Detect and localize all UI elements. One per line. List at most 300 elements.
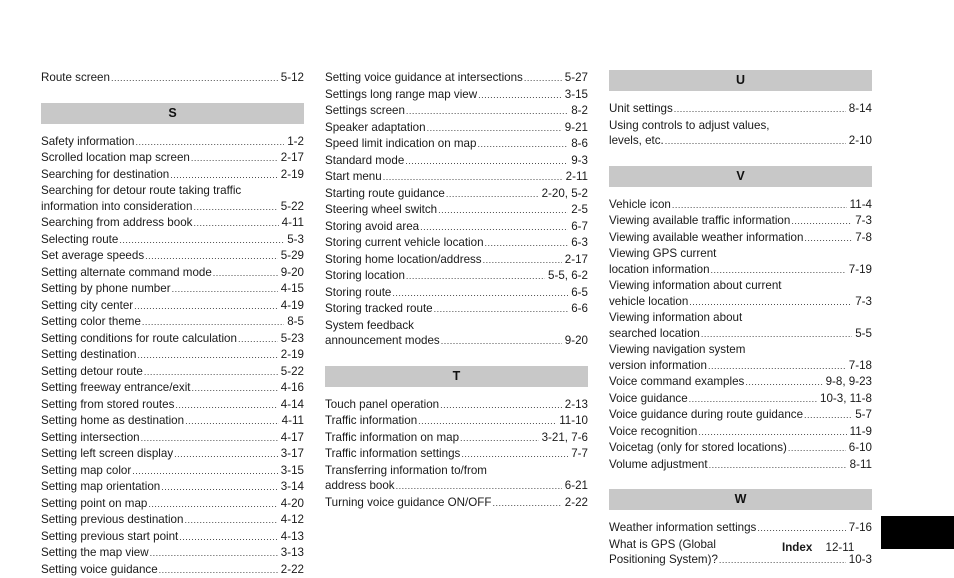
entry-row [609, 197, 872, 214]
entry-page-ref: 5-7 [855, 407, 872, 423]
index-entry [325, 186, 588, 203]
entry-page-ref: 3-17 [281, 446, 304, 462]
dot-leader [179, 530, 278, 546]
entry-page-ref: 8-5 [287, 314, 304, 330]
entry-row [609, 262, 872, 279]
entry-text: Setting the map view [41, 545, 149, 561]
entry-text: Standard mode [325, 153, 404, 169]
dot-leader [392, 286, 568, 302]
entry-page-ref: 5-29 [281, 248, 304, 264]
entry-text: Storing location [325, 268, 405, 284]
entry-text: location information [609, 262, 710, 278]
entry-row [325, 235, 588, 252]
dot-leader [192, 381, 278, 397]
index-entry [609, 374, 872, 391]
section-spacer [41, 124, 304, 134]
entry-row [609, 101, 872, 118]
dot-leader [701, 327, 852, 343]
index-entry [325, 136, 588, 153]
entry-page-ref: 7-16 [849, 520, 872, 536]
dot-leader [757, 521, 845, 537]
entry-text: Speed limit indication on map [325, 136, 476, 152]
index-entry [41, 397, 304, 414]
entry-page-ref: 4-13 [281, 529, 304, 545]
footer-section-label: Index [782, 541, 812, 554]
entry-page-ref: 6-5 [571, 285, 588, 301]
entry-row [325, 268, 588, 285]
index-entry [609, 246, 872, 278]
entry-page-ref: 2-11 [566, 169, 588, 185]
entry-text-line: Viewing information about [609, 310, 872, 326]
entry-row [41, 562, 304, 578]
index-entry [609, 440, 872, 457]
dot-leader [804, 231, 852, 247]
entry-page-ref: 4-15 [281, 281, 304, 297]
entry-row [609, 520, 872, 537]
entry-row [41, 134, 304, 151]
dot-leader [193, 216, 278, 232]
entry-text: Steering wheel switch [325, 202, 437, 218]
entry-row [41, 545, 304, 562]
entry-text: Setting detour route [41, 364, 143, 380]
dot-leader [709, 458, 847, 474]
entry-page-ref: 6-6 [571, 301, 588, 317]
entry-text-line: Viewing information about current [609, 278, 872, 294]
dot-leader [665, 134, 846, 150]
index-entry [325, 153, 588, 170]
dot-leader [137, 348, 277, 364]
dot-leader [460, 431, 539, 447]
entry-page-ref: 4-17 [281, 430, 304, 446]
entry-row [41, 430, 304, 447]
entry-page-ref: 8-14 [849, 101, 872, 117]
entry-text: Set average speeds [41, 248, 144, 264]
entry-page-ref: 3-21, 7-6 [542, 430, 588, 446]
index-entry [609, 197, 872, 214]
entry-page-ref: 8-6 [571, 136, 588, 152]
entry-page-ref: 4-12 [281, 512, 304, 528]
entry-row [325, 219, 588, 236]
entry-page-ref: 8-11 [850, 457, 872, 473]
dot-leader [483, 253, 562, 269]
index-entry [41, 529, 304, 546]
dot-leader [788, 441, 846, 457]
entry-text: Setting intersection [41, 430, 140, 446]
index-column-2 [325, 70, 588, 511]
entry-page-ref: 10-3 [849, 552, 872, 568]
entry-page-ref: 6-7 [571, 219, 588, 235]
dot-leader [672, 198, 847, 214]
entry-text: Weather information settings [609, 520, 756, 536]
dot-leader [174, 447, 278, 463]
dot-leader [689, 295, 852, 311]
section-spacer [609, 510, 872, 520]
thumb-index-tab [881, 516, 954, 549]
index-entry [325, 413, 588, 430]
index-entry [41, 232, 304, 249]
entry-page-ref: 2-13 [565, 397, 588, 413]
index-entry [325, 103, 588, 120]
entry-text: Touch panel operation [325, 397, 439, 413]
entry-text: Turning voice guidance ON/OFF [325, 495, 491, 511]
entry-row [41, 529, 304, 546]
section-header-w: W [609, 489, 872, 510]
entry-text: Searching from address book [41, 215, 192, 231]
entry-row [325, 333, 588, 350]
index-entry [41, 167, 304, 184]
entry-text: Storing avoid area [325, 219, 419, 235]
index-entry [325, 397, 588, 414]
entry-text: Settings long range map view [325, 87, 477, 103]
entry-text: address book [325, 478, 395, 494]
dot-leader [485, 236, 569, 252]
entry-row [41, 265, 304, 282]
entry-text: Voice guidance [609, 391, 688, 407]
dot-leader [461, 447, 568, 463]
entry-text-line: Transferring information to/from [325, 463, 588, 479]
entry-text: Traffic information on map [325, 430, 459, 446]
entry-page-ref: 5-22 [281, 199, 304, 215]
entry-page-ref: 4-20 [281, 496, 304, 512]
entry-page-ref: 3-13 [281, 545, 304, 561]
entry-text: Safety information [41, 134, 134, 150]
entry-text: Setting color theme [41, 314, 141, 330]
index-entry [41, 331, 304, 348]
entry-row [325, 169, 588, 186]
dot-leader [191, 151, 278, 167]
entry-page-ref: 5-12 [281, 70, 304, 86]
index-entry [41, 479, 304, 496]
entry-text: Voice command examples [609, 374, 744, 390]
index-entry [41, 183, 304, 215]
entry-text: Traffic information [325, 413, 417, 429]
entry-text: Storing home location/address [325, 252, 482, 268]
entry-text: Setting map orientation [41, 479, 160, 495]
entry-row [609, 213, 872, 230]
index-entry [41, 248, 304, 265]
entry-text: Selecting route [41, 232, 118, 248]
entry-page-ref: 4-16 [281, 380, 304, 396]
index-entry [41, 314, 304, 331]
entry-text: Settings screen [325, 103, 405, 119]
index-entry [41, 265, 304, 282]
entry-page-ref: 9-21 [565, 120, 588, 136]
entry-row [325, 495, 588, 512]
entry-row [609, 391, 872, 408]
entry-page-ref: 9-8, 9-23 [826, 374, 872, 390]
entry-row [325, 70, 588, 87]
index-entry [325, 120, 588, 137]
index-entry [41, 496, 304, 513]
index-entry [609, 342, 872, 374]
entry-text: Viewing available weather information [609, 230, 803, 246]
index-entry [609, 310, 872, 342]
dot-leader [708, 359, 846, 375]
index-entry [41, 463, 304, 480]
section-spacer [41, 87, 304, 103]
index-entry [609, 101, 872, 118]
index-entry [41, 413, 304, 430]
entry-text: Starting route guidance [325, 186, 445, 202]
entry-row [41, 347, 304, 364]
entry-row [41, 331, 304, 348]
index-entry [325, 219, 588, 236]
entry-text: searched location [609, 326, 700, 342]
entry-text: Positioning System)? [609, 552, 718, 568]
dot-leader [446, 187, 539, 203]
entry-text: Voice guidance during route guidance [609, 407, 803, 423]
dot-leader [159, 563, 278, 578]
entry-page-ref: 2-10 [849, 133, 872, 149]
entry-row [325, 397, 588, 414]
entry-page-ref: 11-10 [559, 413, 588, 429]
entry-row [41, 70, 304, 87]
entry-page-ref: 3-15 [565, 87, 588, 103]
entry-row [41, 496, 304, 513]
entry-page-ref: 4-11 [282, 215, 304, 231]
index-entry [41, 70, 304, 87]
entry-page-ref: 9-20 [281, 265, 304, 281]
entry-text: Setting from stored routes [41, 397, 174, 413]
index-entry [41, 430, 304, 447]
entry-page-ref: 7-19 [849, 262, 872, 278]
entry-row [609, 407, 872, 424]
index-entry [609, 424, 872, 441]
entry-page-ref: 2-22 [565, 495, 588, 511]
index-entry [325, 301, 588, 318]
entry-row [325, 478, 588, 495]
dot-leader [477, 137, 568, 153]
entry-row [325, 186, 588, 203]
entry-page-ref: 4-19 [281, 298, 304, 314]
entry-page-ref: 9-20 [565, 333, 588, 349]
dot-leader [132, 464, 278, 480]
entry-text: Setting previous start point [41, 529, 178, 545]
entry-row [41, 150, 304, 167]
index-entry [609, 391, 872, 408]
index-entry [41, 446, 304, 463]
entry-row [41, 446, 304, 463]
entry-page-ref: 7-3 [855, 294, 872, 310]
entry-text: Setting freeway entrance/exit [41, 380, 191, 396]
entry-row [41, 397, 304, 414]
entry-page-ref: 7-8 [855, 230, 872, 246]
index-entry [325, 87, 588, 104]
entry-page-ref: 5-22 [281, 364, 304, 380]
entry-row [325, 285, 588, 302]
entry-row [41, 199, 304, 216]
dot-leader [396, 479, 562, 495]
section-spacer [325, 387, 588, 397]
dot-leader [804, 408, 852, 424]
index-entry [325, 202, 588, 219]
section-spacer [609, 150, 872, 166]
dot-leader [134, 299, 278, 315]
entry-text: Setting left screen display [41, 446, 173, 462]
entry-row [609, 230, 872, 247]
entry-page-ref: 5-5 [855, 326, 872, 342]
dot-leader [172, 282, 278, 298]
entry-page-ref: 7-3 [855, 213, 872, 229]
entry-page-ref: 9-3 [571, 153, 588, 169]
entry-page-ref: 1-2 [287, 134, 304, 150]
entry-row [41, 248, 304, 265]
index-entry [41, 347, 304, 364]
index-entry [41, 364, 304, 381]
index-entry [325, 285, 588, 302]
dot-leader [434, 302, 569, 318]
entry-text: Setting previous destination [41, 512, 183, 528]
index-entry [41, 562, 304, 578]
entry-text: Setting conditions for route calculation [41, 331, 237, 347]
index-entry [609, 278, 872, 310]
entry-row [325, 103, 588, 120]
entry-text: Setting voice guidance at intersections [325, 70, 523, 86]
index-entry [325, 318, 588, 350]
entry-row [609, 440, 872, 457]
index-entry [325, 252, 588, 269]
entry-page-ref: 2-17 [565, 252, 588, 268]
entry-row [41, 281, 304, 298]
dot-leader [711, 263, 846, 279]
index-entry [325, 268, 588, 285]
dot-leader [427, 121, 562, 137]
entry-row [41, 298, 304, 315]
entry-row [609, 294, 872, 311]
entry-text: Traffic information settings [325, 446, 460, 462]
dot-leader [238, 332, 278, 348]
entry-row [609, 326, 872, 343]
entry-row [41, 167, 304, 184]
entry-page-ref: 5-3 [287, 232, 304, 248]
dot-leader [674, 102, 846, 118]
index-entry [325, 430, 588, 447]
dot-leader [698, 425, 846, 441]
entry-row [609, 374, 872, 391]
entry-text-line: System feedback [325, 318, 588, 334]
entry-page-ref: 2-17 [281, 150, 304, 166]
entry-text: Vehicle icon [609, 197, 671, 213]
index-entry [325, 446, 588, 463]
entry-row [325, 136, 588, 153]
entry-page-ref: 5-5, 6-2 [548, 268, 588, 284]
entry-page-ref: 4-11 [282, 413, 304, 429]
entry-page-ref: 2-19 [281, 167, 304, 183]
dot-leader [135, 135, 284, 151]
entry-text: version information [609, 358, 707, 374]
dot-leader [148, 497, 277, 513]
entry-text: Setting alternate command mode [41, 265, 212, 281]
entry-page-ref: 11-9 [850, 424, 872, 440]
entry-row [325, 202, 588, 219]
entry-row [609, 424, 872, 441]
index-entry [609, 118, 872, 150]
index-entry [41, 298, 304, 315]
entry-page-ref: 7-7 [571, 446, 588, 462]
entry-row [41, 463, 304, 480]
entry-page-ref: 2-5 [571, 202, 588, 218]
index-column-1 [41, 70, 304, 578]
entry-row [609, 552, 872, 569]
entry-row [325, 301, 588, 318]
entry-row [609, 358, 872, 375]
entry-text: Scrolled location map screen [41, 150, 190, 166]
dot-leader [406, 104, 568, 120]
dot-leader [193, 200, 277, 216]
dot-leader [791, 214, 852, 230]
dot-leader [144, 365, 278, 381]
index-entry [41, 134, 304, 151]
dot-leader [478, 88, 562, 104]
index-entry [609, 457, 872, 474]
entry-page-ref: 6-21 [565, 478, 588, 494]
dot-leader [689, 392, 817, 408]
dot-leader [213, 266, 278, 282]
index-entry [609, 213, 872, 230]
entry-text-line: Searching for detour route taking traffic [41, 183, 304, 199]
entry-row [41, 364, 304, 381]
entry-text: levels, etc. [609, 133, 664, 149]
section-header-u: U [609, 70, 872, 91]
entry-text-line: Viewing GPS current [609, 246, 872, 262]
dot-leader [145, 249, 278, 265]
index-entry [609, 407, 872, 424]
index-entry [41, 380, 304, 397]
dot-leader [745, 375, 822, 391]
entry-text-line: Using controls to adjust values, [609, 118, 872, 134]
entry-row [41, 232, 304, 249]
entry-row [325, 413, 588, 430]
entry-row [325, 153, 588, 170]
section-spacer [325, 350, 588, 366]
section-header-s: S [41, 103, 304, 124]
section-spacer [609, 91, 872, 101]
index-entry [41, 281, 304, 298]
index-column-3 [609, 70, 872, 569]
entry-row [609, 457, 872, 474]
section-spacer [609, 473, 872, 489]
dot-leader [142, 315, 284, 331]
index-entry [325, 235, 588, 252]
entry-page-ref: 6-10 [849, 440, 872, 456]
entry-row [41, 215, 304, 232]
entry-page-ref: 5-23 [281, 331, 304, 347]
entry-row [325, 430, 588, 447]
entry-text: Searching for destination [41, 167, 169, 183]
dot-leader [719, 553, 846, 569]
entry-page-ref: 4-14 [281, 397, 304, 413]
entry-page-ref: 8-2 [571, 103, 588, 119]
entry-text: information into consideration [41, 199, 192, 215]
dot-leader [441, 334, 562, 350]
dot-leader [111, 71, 278, 87]
entry-text: Setting home as destination [41, 413, 184, 429]
index-entry [41, 215, 304, 232]
entry-page-ref: 10-3, 11-8 [820, 391, 872, 407]
entry-text: Storing route [325, 285, 391, 301]
entry-page-ref: 6-3 [571, 235, 588, 251]
entry-text: Setting point on map [41, 496, 147, 512]
entry-text: Start menu [325, 169, 382, 185]
entry-row [41, 380, 304, 397]
entry-text: Setting by phone number [41, 281, 171, 297]
index-entry [41, 150, 304, 167]
entry-row [325, 87, 588, 104]
entry-page-ref: 2-19 [281, 347, 304, 363]
entry-text: vehicle location [609, 294, 688, 310]
dot-leader [492, 496, 561, 512]
entry-page-ref: 5-27 [565, 70, 588, 86]
